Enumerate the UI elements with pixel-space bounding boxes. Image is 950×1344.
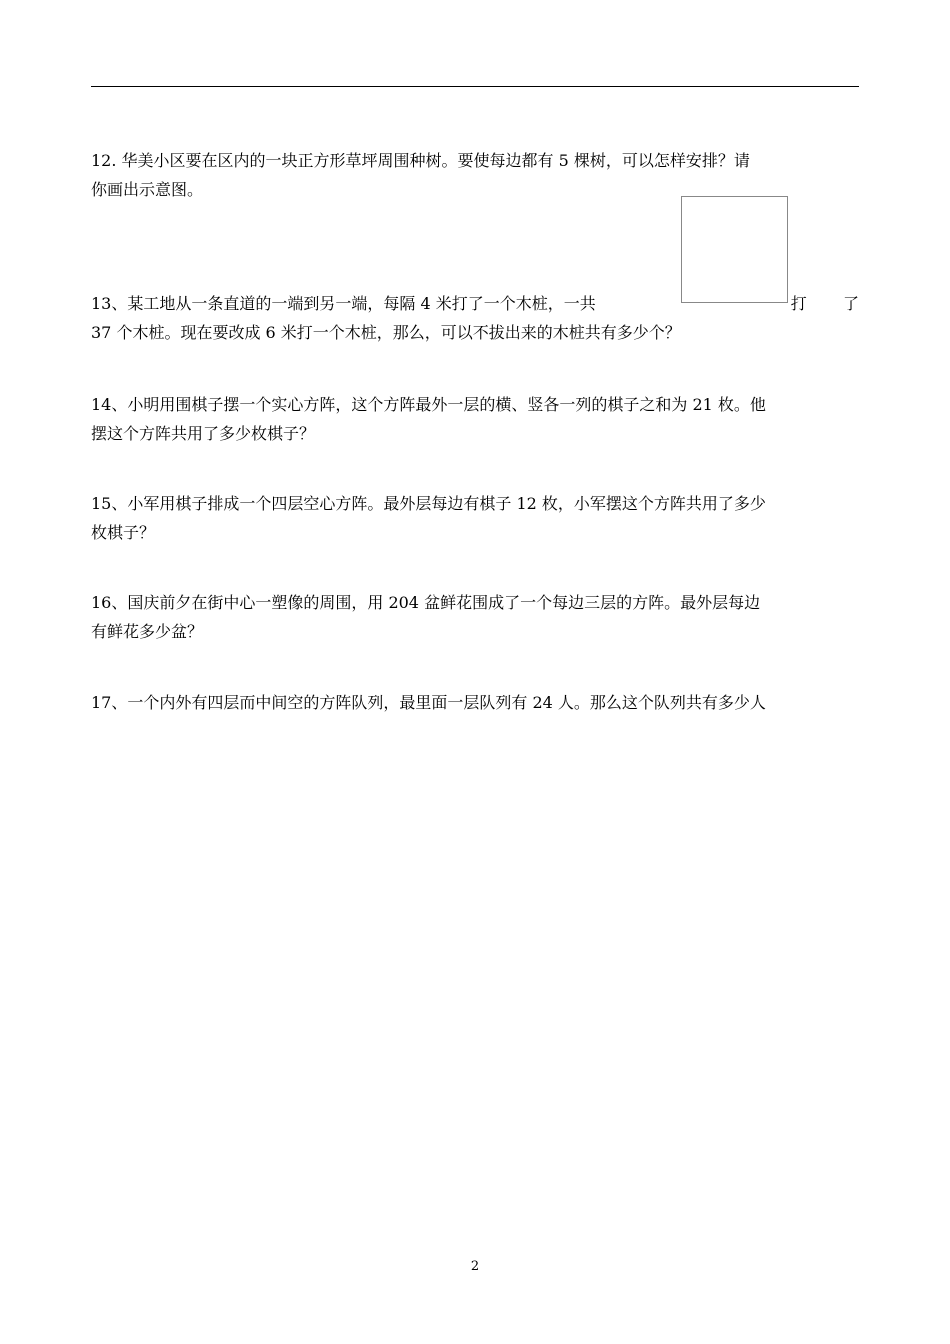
question-13-line1 xyxy=(91,289,859,318)
question-14-line1: 14、小明用围棋子摆一个实心方阵，这个方阵最外一层的横、竖各一列的棋子之和为 21 枚。他 xyxy=(91,395,766,414)
page-number: 2 xyxy=(470,1259,480,1274)
question-16 xyxy=(91,588,859,646)
header-rule xyxy=(91,86,859,87)
question-13-tail-b: 了 xyxy=(842,294,859,313)
question-12-line1: 12. 华美小区要在区内的一块正方形草坪周围种树。要使每边都有 5 棵树，可以怎样安排？请 xyxy=(91,151,750,170)
question-17-line1: 17、一个内外有四层而中间空的方阵队列，最里面一层队列有 24 人。那么这个队列共有多少人 xyxy=(91,693,766,712)
diagram-square-box xyxy=(681,196,788,303)
question-14-line2: 摆这个方阵共用了多少枚棋子？ xyxy=(91,424,316,443)
question-17 xyxy=(91,688,859,717)
question-13-tail-a: 打 xyxy=(790,294,807,313)
question-13-line1-head: 13、某工地从一条直道的一端到另一端，每隔 4 米打了一个木桩，一共 xyxy=(91,294,596,313)
question-15-line2: 枚棋子？ xyxy=(91,523,156,542)
question-14 xyxy=(91,390,859,448)
question-13-line1-tail xyxy=(791,289,859,318)
question-12-line2: 你画出示意图。 xyxy=(91,180,204,199)
question-15-line1: 15、小军用棋子排成一个四层空心方阵。最外层每边有棋子 12 枚，小军摆这个方阵共用了多少 xyxy=(91,494,766,513)
question-16-line2: 有鲜花多少盆？ xyxy=(91,622,204,641)
question-13 xyxy=(91,289,859,347)
question-13-line2: 37 个木桩。现在要改成 6 米打一个木桩，那么，可以不拔出来的木桩共有多少个？ xyxy=(91,323,681,342)
question-16-line1: 16、国庆前夕在街中心一塑像的周围，用 204 盆鲜花围成了一个每边三层的方阵。最外层每边 xyxy=(91,593,761,612)
question-15 xyxy=(91,489,859,547)
